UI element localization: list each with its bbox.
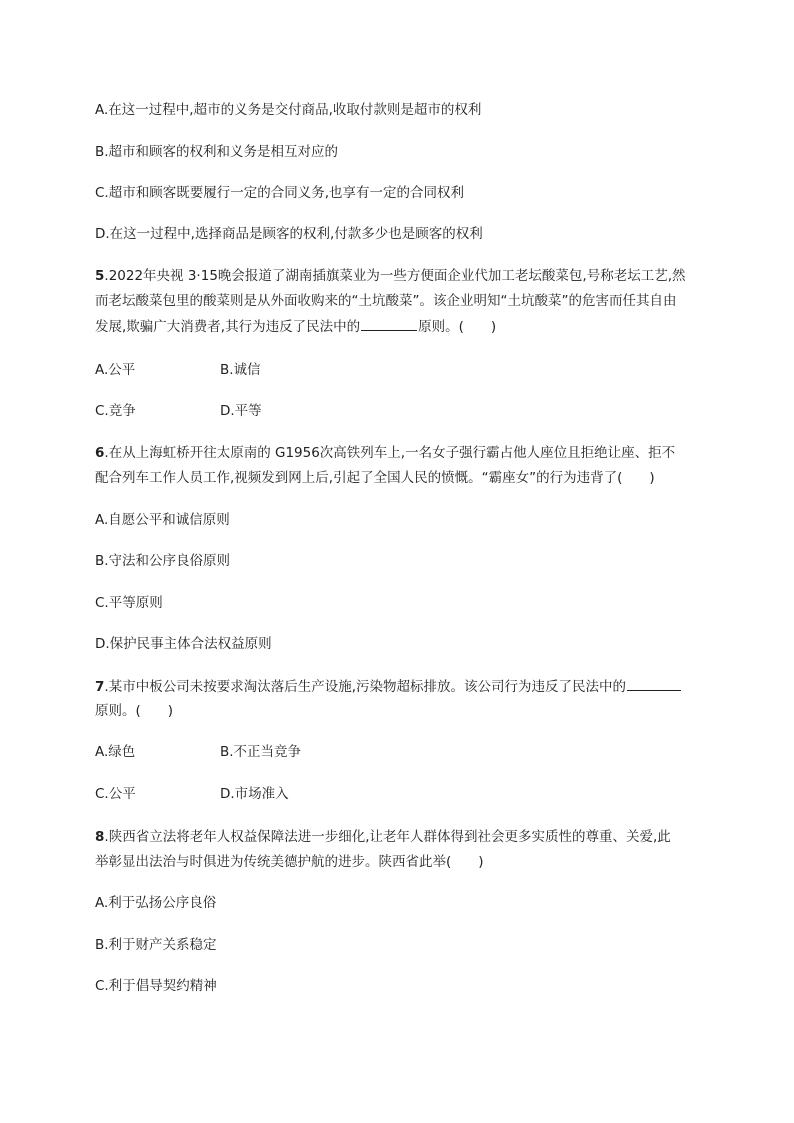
q6-option-d: D.保护民事主体合法权益原则 [95, 636, 272, 652]
q7-text-1: .某市中板公司未按要求淘汰落后生产设施,污染物超标排放。该公司行为违反了民法中的 [104, 679, 626, 695]
q4-option-b: B.超市和顾客的权利和义务是相互对应的 [95, 144, 339, 160]
q5-option-a: A.公平 [95, 362, 136, 378]
q5-number: 5 [95, 268, 105, 284]
q7-option-a: A.绿色 [95, 744, 136, 760]
q6-stem-line-1 [95, 443, 675, 463]
q6-text-1: .在从上海虹桥开往太原南的 G1956次高铁列车上,一名女子强行霸占他人座位且拒绝让座、拒不 [104, 445, 676, 461]
q5-option-b: B.诚信 [220, 362, 261, 378]
q6-stem-line-2: 配合列车工作人员工作,视频发到网上后,引起了全国人民的愤慨。“霸座女”的行为违背了( ) [95, 470, 655, 486]
q8-option-c: C.利于倡导契约精神 [95, 978, 217, 994]
q8-stem-line-1 [95, 827, 671, 847]
q7-option-b: B.不正当竞争 [220, 744, 302, 760]
q6-option-b: B.守法和公序良俗原则 [95, 553, 231, 569]
q4-option-a: A.在这一过程中,超市的义务是交付商品,收取付款则是超市的权利 [95, 102, 482, 118]
q5-text-3a: 发展,欺骗广大消费者,其行为违反了民法中的 [95, 319, 361, 335]
q5-stem-line-3 [95, 316, 496, 337]
q6-option-a: A.自愿公平和诚信原则 [95, 512, 230, 528]
q5-option-d: D.平等 [220, 403, 262, 419]
q4-option-c: C.超市和顾客既要履行一定的合同义务,也享有一定的合同权利 [95, 185, 465, 201]
q8-option-b: B.利于财产关系稳定 [95, 937, 217, 953]
q5-text-1: .2022年央视 3·15晚会报道了湖南插旗菜业为一些方便面企业代加工老坛酸菜包,号称老坛工艺,然 [104, 268, 686, 284]
q5-stem-line-2: 而老坛酸菜包里的酸菜则是从外面收购来的“土坑酸菜”。该企业明知“土坑酸菜”的危害而任其自由 [95, 293, 677, 309]
q7-answer-blank [627, 676, 681, 691]
q5-text-3b: 原则。( ) [418, 319, 497, 335]
q5-stem-line-1 [95, 266, 686, 286]
q5-answer-blank [361, 316, 417, 331]
q7-number: 7 [95, 679, 105, 695]
q7-option-d: D.市场准入 [220, 786, 289, 802]
q8-stem-line-2: 举彰显出法治与时俱进为传统美德护航的进步。陕西省此举( ) [95, 854, 484, 870]
q7-stem-line-1 [95, 676, 682, 697]
q8-number: 8 [95, 829, 105, 845]
q8-option-a: A.利于弘扬公序良俗 [95, 895, 217, 911]
q6-number: 6 [95, 445, 105, 461]
q8-text-1: .陕西省立法将老年人权益保障法进一步细化,让老年人群体得到社会更多实质性的尊重、关爱,此 [104, 829, 671, 845]
q4-option-d: D.在这一过程中,选择商品是顾客的权利,付款多少也是顾客的权利 [95, 226, 483, 242]
q7-option-c: C.公平 [95, 786, 136, 802]
q6-option-c: C.平等原则 [95, 595, 163, 611]
q7-stem-line-2: 原则。( ) [95, 703, 174, 719]
q5-option-c: C.竞争 [95, 403, 136, 419]
